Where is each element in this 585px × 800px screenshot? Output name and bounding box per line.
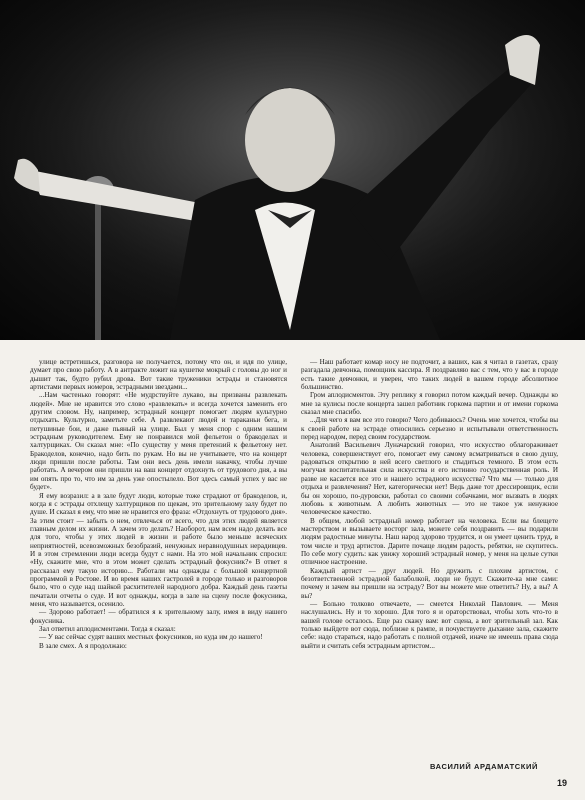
performer-illustration bbox=[0, 0, 585, 340]
paragraph: Зал ответил аплодисментами. Тогда я сказал: bbox=[39, 625, 176, 633]
paragraph: Гром аплодисментов. Эту реплику я говорил потом каждый вечер. Однажды ко мне за кулисы после концерта зашел работник горкома партии и от имени горкома сказал мне спасибо. bbox=[301, 391, 558, 417]
paragraph: ...Для чего я вам все это говорю? Чего добиваюсь? Очень мне хочется, чтобы вы к своей работе на эстраде относились серьезно и испытывали ответственность перед народом, перед своим государством. bbox=[301, 416, 558, 442]
performer-photo bbox=[0, 0, 585, 340]
paragraph: Анатолий Васильевич Луначарский говорил, что искусство облагораживает человека, совершенствует его, помогает ему самому всматриваться в свою душу, радоваться открытию в ней всего светлого и стыдиться темного. В этом есть могучая воспитательная сила искусства и его истинно государственная роль. И разве не касается все это и нашего эстрадного искусства? Что мы — только для отдыха и развлечения? Нет, категорически нет! Ведь даже тот дрессировщик, если бы он хорошо, по-дуровски, работал со своими собачками, мог вызвать в людях любовь к животным. А любить животных — это не такое уж ненужное человеческое качество. bbox=[301, 441, 558, 517]
author-name: ВАСИЛИЙ АРДАМАТСКИЙ bbox=[430, 762, 538, 771]
article-body bbox=[30, 358, 558, 778]
paragraph: улице встретишься, разговора не получается, потому что он, и идя по улице, думает про свою работу. А в антракте лежит на кушетке мокрый с головы до ног и дышит так, будто рубил дрова. Вот такие труженики эстрады и становятся артистами первых номеров, эстрадными звездами... bbox=[30, 358, 287, 392]
paragraph: — Здорово работает! — обратился я к зрительному залу, имея в виду нашего фокусника. bbox=[30, 608, 287, 625]
column-right bbox=[301, 358, 558, 778]
paragraph: ...Нам частенько говорят: «Не мудрствуйте лукаво, вы призваны развлекать людей». Мне не нравится это слово «развлекать» и всегда хочется заменить его другим словом. Ну, например, эстрадный концерт помогает людям культурно отдыхать. Культурно, заметьте себе. А развлекают людей и тараканьи бега, и петушиные бои, и даже пьяный на улице. Был у меня спор с одним нашим эстрадным руководителем. Ему не понравился мой фельетон о бракоделах и халтурщиках. Он сказал мне: «По существу у меня претензий к фельетону нет. Бракоделов, конечно, надо бить по рукам. Но вы не учитываете, что на концерт люди пришли после работы. Там они весь день имели накачку, чтобы лучше работать. А вечером они пришли на ваш концерт отдохнуть от трудового дня, а вы им опять про то, что им за день уже опостылело. Вот здесь самый успех у вас не будет». bbox=[30, 391, 287, 492]
paragraph: — Больно толково отвечаете, — смеется Николай Павлович. — Меня наслушались. Ну и то хорошо. Для того я и ораторствовал, чтобы хоть что-то в вашей голове осталось. Еще раз скажу вам: вот сцена, а вот зрительный зал. Как только выйдете вот сюда, поближе к рампе, и почувствуете дыхание зала, скажите себе: надо стараться, надо работать с полной отдачей, иначе не имеешь права сюда выйти и считать себя эстрадным артистом... bbox=[301, 599, 558, 650]
paragraph: — У вас сейчас судят ваших местных фокусников, но куда им до нашего! bbox=[39, 633, 263, 642]
paragraph: В общем, любой эстрадный номер работает на человека. Если вы блещете мастерством и вызываете восторг зала, можете себя поздравить — вы подарили людям радостные минуты. Наш народ здорово трудится, и он умеет ценить труд, в том числе и труд артистов. Дарите почаще людям радость, ребятки, не скупитесь. По себе могу судить: как увижу хороший эстрадный номер, у меня на целые сутки отличное настроение. bbox=[301, 516, 558, 567]
paragraph: Каждый артист — друг людей. Но дружить с плохим артистом, с безответственной эстрадной балаболкой, люди не будут. Скажите-ка мне сами: почему и зачем вы пришли на эстраду? Вот вы можете мне ответить? Ну, а вы? А вы? bbox=[301, 566, 558, 600]
column-left bbox=[30, 358, 287, 778]
paragraph: — Наш работает комар носу не подточит, а ваших, как я читал в газетах, сразу разгадала девчонка, помощник кассира. Я поздравляю вас с тем, что у вас в городе есть такие девчонки, и уверен, что таких людей в вашем городе абсолютное большинство. bbox=[301, 358, 558, 392]
paragraph: Я ему возразил: а в зале будут люди, которые тоже страдают от бракоделов, и, когда я с эстрады отхлещу халтурщиков по щекам, это зрительному залу будет по душе. И сказал я ему, что мне не нравится его фраза: «Отдохнуть от трудового дня». За этим стоит — забыть о нем, отвлечься от всего, что для этих людей является главным делом их жизни. А зачем это делать? Наоборот, нам всем надо делать все для того, чтобы у этих людей в жизни и работе было меньше всяческих неприятностей, всевозможных безобразий, ненужных неравнодушных нерадивцев. И в этом стремлении люди всегда будут с нами. На это мой начальник спросил: «Ну, скажите мне, что в этом может сделать эстрадный фокусник?» В ответ я рассказал ему такую историю... Работали мы однажды с большой концертной программой в Ростове. И во время наших гастролей в городе только и разговоров было, что о суде над шайкой расхитителей народного добра. Каждый день газеты печатали отчеты о суде. И вот однажды, когда в зале на сцену после фокусника, меня, что называется, осенило. bbox=[30, 491, 287, 608]
paragraph: В зале смех. А я продолжаю: bbox=[39, 641, 127, 650]
page-number: 19 bbox=[556, 778, 567, 788]
